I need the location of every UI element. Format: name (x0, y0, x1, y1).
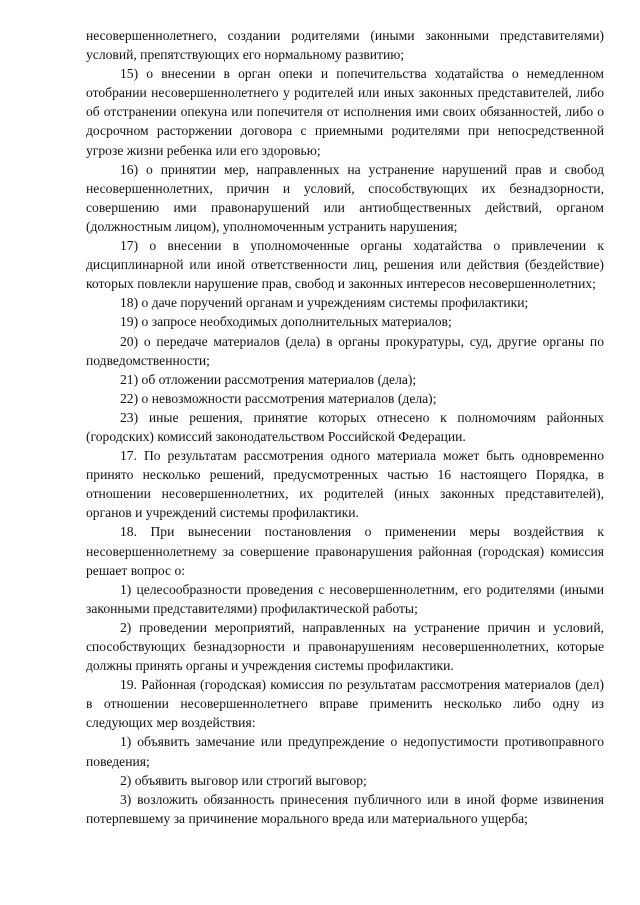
paragraph-item-15: 15) о внесении в орган опеки и попечительства ходатайства о немедленном отобрании несовершеннолетнего у родителей или иных законных представителей, либо об отстранении опекуна или попечителя от исполнения ими своих обязанностей, либо о досрочном расторжении договора с приемными родителями при непосредственной угрозе жизни ребенка или его здоровью; (86, 66, 604, 158)
paragraph-item-18: 18) о даче поручений органам и учреждениям системы профилактики; (120, 295, 529, 311)
paragraph-item-21: 21) об отложении рассмотрения материалов (дела); (120, 371, 417, 387)
paragraph-item-22: 22) о невозможности рассмотрения материалов (дела); (120, 390, 437, 406)
paragraph-subitem-2: 2) проведении мероприятий, направленных на устранение причин и условий, способствующих безнадзорности и правонарушениям несовершеннолетних, которые должны принять органы и учреждения системы профилактики. (86, 619, 604, 674)
paragraph-section-18: 18. При вынесении постановления о применении меры воздействия к несовершеннолетнему за совершение правонарушения районная (городская) комиссия решает вопрос о: (86, 524, 604, 578)
paragraph-section-19: 19. Районная (городская) комиссия по результатам рассмотрения материалов (дел) в отношении несовершеннолетнего вправе применить несколько либо одну из следующих мер воздействия: (86, 677, 604, 731)
paragraph-item-16: 16) о принятии мер, направленных на устранение нарушений прав и свобод несовершеннолетних, причин и условий, способствующих их безнадзорности, совершению ими правонарушений или антиобщественных действий, органом (должностным лицом), уполномоченным устранить нарушения; (86, 161, 604, 234)
paragraph-measure-1: 1) объявить замечание или предупреждение о недопустимости противоправного поведения; (86, 734, 604, 769)
document-page (86, 26, 604, 828)
paragraph-item-23: 23) иные решения, принятие которых отнесено к полномочиям районных (городских) комиссий законодательством Российской Федерации. (86, 409, 604, 444)
paragraph-item-20: 20) о передаче материалов (дела) в органы прокуратуры, суд, другие органы по подведомственности; (86, 333, 604, 368)
paragraph-subitem-1: 1) целесообразности проведения с несовершеннолетним, его родителями (иными законными представителями) профилактической работы; (86, 581, 604, 616)
paragraph-continuation: несовершеннолетнего, создании родителями (иными законными представителями) условий, препятствующих его нормальному развитию; (86, 28, 604, 63)
paragraph-item-17: 17) о внесении в уполномоченные органы ходатайства о привлечении к дисциплинарной или иной ответственности лиц, решения или действия (бездействие) которых повлекли нарушение прав, свобод и законных интересов несовершеннолетних; (86, 238, 604, 292)
paragraph-measure-2: 2) объявить выговор или строгий выговор; (120, 772, 367, 788)
paragraph-section-17: 17. По результатам рассмотрения одного материала может быть одновременно принято несколько решений, предусмотренных частью 16 настоящего Порядка, в отношении несовершеннолетних, их родителей (иных законных представителей), органов и учреждений системы профилактики. (86, 448, 604, 521)
paragraph-measure-3: 3) возложить обязанность принесения публичного или в иной форме извинения потерпевшему за причинение морального вреда или материального ущерба; (86, 791, 604, 826)
paragraph-item-19: 19) о запросе необходимых дополнительных материалов; (120, 314, 452, 330)
